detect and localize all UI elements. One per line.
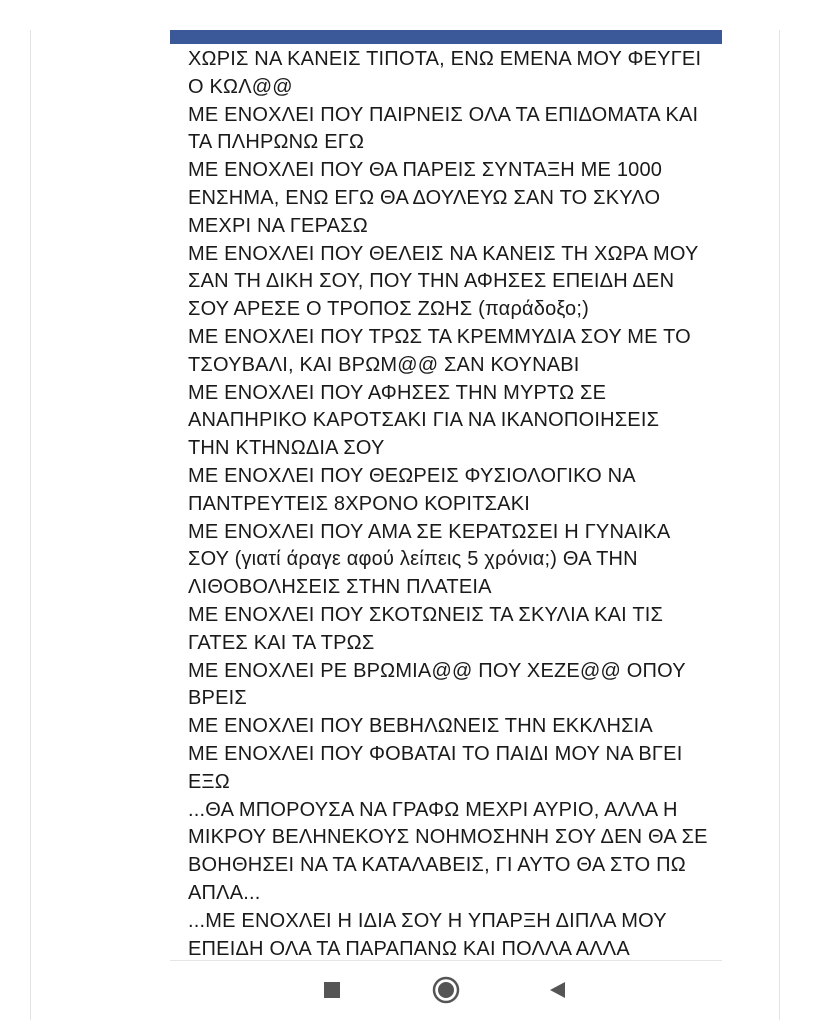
- home-button[interactable]: [426, 975, 466, 1005]
- post-line: ΣΟΥ ΑΡΕΣΕ Ο ΤΡΟΠΟΣ ΖΩΗΣ (παράδοξο;): [188, 298, 589, 321]
- post-line: ΛΙΘΟΒΟΛΗΣΕΙΣ ΣΤΗΝ ΠΛΑΤΕΙΑ: [188, 576, 492, 599]
- post-line: ΜΙΚΡΟΥ ΒΕΛΗΝΕΚΟΥΣ ΝΟΗΜΟΣΗΝΗ ΣΟΥ ΔΕΝ ΘΑ ΣΕ: [188, 826, 708, 849]
- post-line: ΜΕ ΕΝΟΧΛΕΙ ΠΟΥ ΘΑ ΠΑΡΕΙΣ ΣΥΝΤΑΞΗ ΜΕ 1000: [188, 159, 663, 182]
- recents-square-icon: [322, 980, 342, 1000]
- post-line: ...ΘΑ ΜΠΟΡΟΥΣΑ ΝΑ ΓΡΑΦΩ ΜΕΧΡΙ ΑΥΡΙΟ, ΑΛΛΑ Η: [188, 798, 678, 821]
- post-line: ΜΕ ΕΝΟΧΛΕΙ ΠΟΥ ΦΟΒΑΤΑΙ ΤΟ ΠΑΙΔΙ ΜΟΥ ΝΑ ΒΓΕΙ: [188, 742, 683, 765]
- post-line: ΧΩΡΙΣ ΝΑ ΚΑΝΕΙΣ ΤΙΠΟΤΑ, ΕΝΩ ΕΜΕΝΑ ΜΟΥ ΦΕΥΓΕΙ: [188, 48, 702, 70]
- back-triangle-icon: [547, 979, 569, 1001]
- post-line: ΑΝΑΠΗΡΙΚΟ ΚΑΡΟΤΣΑΚΙ ΓΙΑ ΝΑ ΙΚΑΝΟΠΟΙΗΣΕΙΣ: [188, 409, 660, 432]
- post-line: ΤΑ ΠΛΗΡΩΝΩ ΕΓΩ: [188, 131, 365, 154]
- post-line: ΜΕ ΕΝΟΧΛΕΙ ΠΟΥ ΑΦΗΣΕΣ ΤΗΝ ΜΥΡΤΩ ΣΕ: [188, 381, 607, 404]
- post-line: ΒΡΕΙΣ: [188, 687, 247, 710]
- android-navigation-bar: [170, 961, 722, 1024]
- post-line: ΕΠΕΙΔΗ ΟΛΑ ΤΑ ΠΑΡΑΠΑΝΩ ΚΑΙ ΠΟΛΛΑ ΑΛΛΑ: [188, 937, 630, 960]
- post-line: ΜΕ ΕΝΟΧΛΕΙ ΠΟΥ ΘΕΛΕΙΣ ΝΑ ΚΑΝΕΙΣ ΤΗ ΧΩΡΑ ΜΟΥ: [188, 242, 699, 265]
- post-line: ΜΕΧΡΙ ΝΑ ΓΕΡΑΣΩ: [188, 214, 368, 237]
- post-line: ...ΜΕ ΕΝΟΧΛΕΙ Η ΙΔΙΑ ΣΟΥ Η ΥΠΑΡΞΗ ΔΙΠΛΑ ΜΟΥ: [188, 909, 667, 932]
- post-line: ΕΝΣΗΜΑ, ΕΝΩ ΕΓΩ ΘΑ ΔΟΥΛΕΥΩ ΣΑΝ ΤΟ ΣΚΥΛΟ: [188, 186, 661, 209]
- right-border-line: [779, 30, 780, 1020]
- post-line: ΜΕ ΕΝΟΧΛΕΙ ΠΟΥ ΑΜΑ ΣΕ ΚΕΡΑΤΩΣΕΙ Η ΓΥΝΑΙΚΑ: [188, 520, 671, 543]
- post-line: ΜΕ ΕΝΟΧΛΕΙ ΡΕ ΒΡΩΜΙΑ@@ ΠΟΥ ΧΕΖΕ@@ ΟΠΟΥ: [188, 659, 686, 682]
- post-line: ΣΟΥ (γιατί άραγε αφού λείπεις 5 χρόνια;) ΘΑ ΤΗΝ: [188, 548, 638, 571]
- left-border-line: [30, 30, 31, 1020]
- back-button[interactable]: [538, 975, 578, 1005]
- post-line: ΜΕ ΕΝΟΧΛΕΙ ΠΟΥ ΒΕΒΗΛΩΝΕΙΣ ΤΗΝ ΕΚΚΛΗΣΙΑ: [188, 715, 653, 738]
- post-line: ΜΕ ΕΝΟΧΛΕΙ ΠΟΥ ΣΚΟΤΩΝΕΙΣ ΤΑ ΣΚΥΛΙΑ ΚΑΙ ΤΙΣ: [188, 603, 664, 626]
- post-line: ΒΟΗΘΗΣΕΙ ΝΑ ΤΑ ΚΑΤΑΛΑΒΕΙΣ, ΓΙ ΑΥΤΟ ΘΑ ΣΤΟ ΠΩ: [188, 854, 686, 877]
- post-line: ΜΕ ΕΝΟΧΛΕΙ ΠΟΥ ΤΡΩΣ ΤΑ ΚΡΕΜΜΥΔΙΑ ΣΟΥ ΜΕ ΤΟ: [188, 325, 691, 348]
- post-line: ΠΑΝΤΡΕΥΤΕΙΣ 8ΧΡΟΝΟ ΚΟΡΙΤΣΑΚΙ: [188, 492, 531, 515]
- post-line: ΜΕ ΕΝΟΧΛΕΙ ΠΟΥ ΘΕΩΡΕΙΣ ΦΥΣΙΟΛΟΓΙΚΟ ΝΑ: [188, 464, 636, 487]
- post-line: ΑΠΛΑ...: [188, 881, 261, 904]
- post-text-body: [188, 46, 718, 960]
- home-circle-icon: [431, 975, 461, 1005]
- recents-button[interactable]: [312, 975, 352, 1005]
- post-line: ΕΞΩ: [188, 770, 230, 793]
- app-header-bar: [170, 30, 722, 44]
- post-line: Ο ΚΩΛ@@: [188, 75, 293, 98]
- post-line: ΓΑΤΕΣ ΚΑΙ ΤΑ ΤΡΩΣ: [188, 631, 375, 654]
- post-line: ΤΣΟΥΒΑΛΙ, ΚΑΙ ΒΡΩΜ@@ ΣΑΝ ΚΟΥΝΑΒΙ: [188, 353, 580, 376]
- post-line: ΣΑΝ ΤΗ ΔΙΚΗ ΣΟΥ, ΠΟΥ ΤΗΝ ΑΦΗΣΕΣ ΕΠΕΙΔΗ ΔΕΝ: [188, 270, 675, 293]
- post-line: ΤΗΝ ΚΤΗΝΩΔΙΑ ΣΟΥ: [188, 437, 385, 460]
- phone-screen: [170, 30, 722, 1024]
- post-line: ΜΕ ΕΝΟΧΛΕΙ ΠΟΥ ΠΑΙΡΝΕΙΣ ΟΛΑ ΤΑ ΕΠΙΔΟΜΑΤΑ ΚΑΙ: [188, 103, 699, 126]
